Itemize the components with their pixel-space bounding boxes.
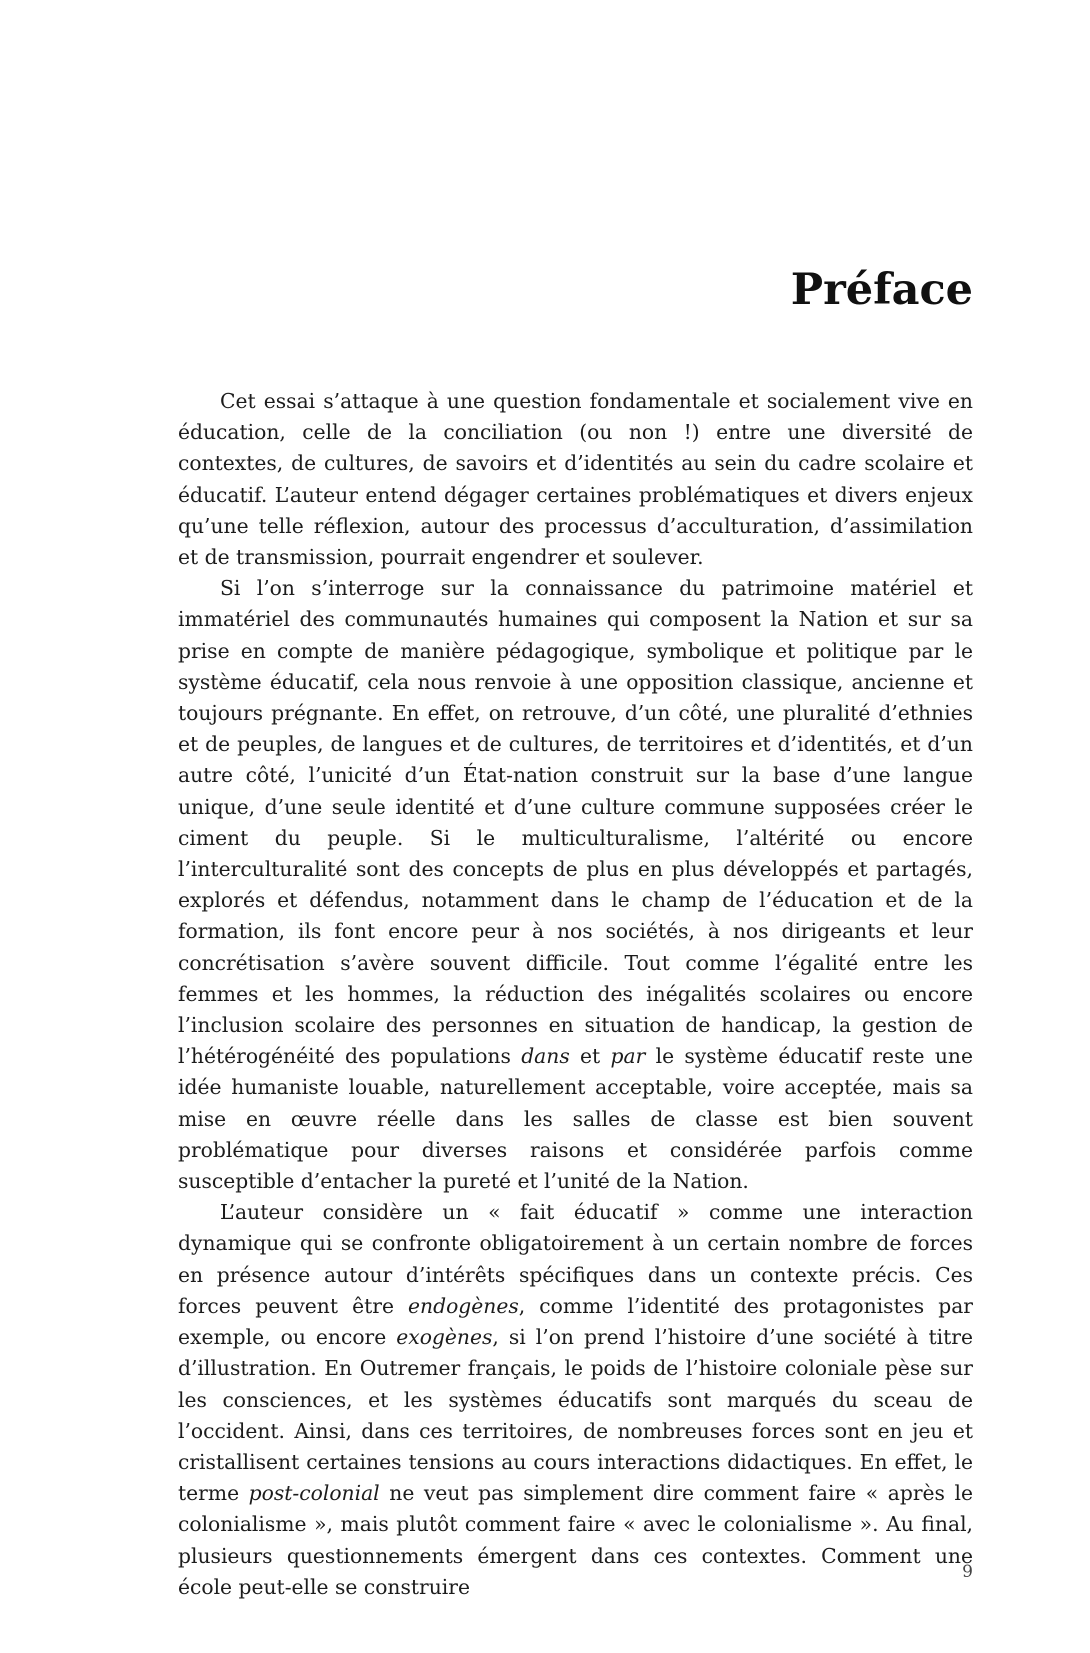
page-number: 9: [962, 1562, 973, 1582]
paragraph-3-italic-post-colonial: post-colonial: [248, 1481, 380, 1506]
page-title: Préface: [790, 265, 973, 315]
paragraph-1-text: Cet essai s’attaque à une question fondamentale et socialement vive en éducation, celle de la conciliation (ou non !) entre une diversité de contextes, de cultures, de savoirs et d’identités au sein du cadre scolaire et éducatif. L’auteur entend dégager certaines problématiques et divers enjeux qu’une telle réflexion, autour des processus d’acculturation, d’assimilation et de transmission, pourrait engendrer et soulever.: [178, 389, 973, 570]
paragraph-3-text-d: ne veut pas simplement dire comment faire « après le colonialisme », mais plutôt comment faire « avec le colonialisme ». Au final, plusieurs questionnements émergent dans ces contextes. Comment une école peut-elle se construire: [178, 1481, 973, 1599]
paragraph-3-text-b: , comme l’identité des protagonistes par exemple, ou encore: [178, 1293, 973, 1350]
paragraph-2-text-b: et: [569, 1044, 611, 1069]
paragraph-3-italic-endogenes: endogènes: [408, 1293, 519, 1318]
paragraph-1: [178, 386, 973, 573]
paragraph-3-text-a: L’auteur considère un « fait éducatif » comme une interaction dynamique qui se confronte obligatoirement à un certain nombre de forces en présence autour d’intérêts spécifiques dans un contexte précis. Ces forces peuvent être: [178, 1200, 973, 1318]
preface-body: [178, 386, 973, 1603]
paragraph-2-italic-par: par: [610, 1044, 646, 1069]
paragraph-3-text-c: , si l’on prend l’histoire d’une société à titre d’illustration. En Outremer français, le poids de l’histoire coloniale pèse sur les consciences, et les systèmes éducatifs sont marqués du sceau de l’occident. Ainsi, dans ces territoires, de nombreuses forces sont en jeu et cristallisent certaines tensions au cours interactions didactiques. En effet, le terme: [178, 1325, 973, 1506]
paragraph-2: [178, 573, 973, 1197]
paragraph-3: [178, 1197, 973, 1603]
paragraph-2-text-c: le système éducatif reste une idée humaniste louable, naturellement acceptable, voire acceptée, mais sa mise en œuvre réelle dans les salles de classe est bien souvent problématique pour diverses raisons et considérée parfois comme susceptible d’entacher la pureté et l’unité de la Nation.: [178, 1044, 973, 1194]
paragraph-3-italic-exogenes: exogènes: [396, 1325, 493, 1350]
paragraph-2-italic-dans: dans: [521, 1044, 570, 1069]
paragraph-2-text-a: Si l’on s’interroge sur la connaissance du patrimoine matériel et immatériel des communautés humaines qui composent la Nation et sur sa prise en compte de manière pédagogique, symbolique et politique par le système éducatif, cela nous renvoie à une opposition classique, ancienne et toujours prégnante. En effet, on retrouve, d’un côté, une pluralité d’ethnies et de peuples, de langues et de cultures, de territoires et d’identités, et d’un autre côté, l’unicité d’un État-nation construit sur la base d’une langue unique, d’une seule identité et d’une culture commune supposées créer le ciment du peuple. Si le multiculturalisme, l’altérité ou encore l’interculturalité sont des concepts de plus en plus développés et partagés, explorés et défendus, notamment dans le champ de l’éducation et de la formation, ils font encore peur à nos sociétés, à nos dirigeants et leur concrétisation s’avère souvent difficile. Tout comme l’égalité entre les femmes et les hommes, la réduction des inégalités scolaires ou encore l’inclusion scolaire des personnes en situation de handicap, la gestion de l’hétérogénéité des populations: [178, 576, 973, 1069]
